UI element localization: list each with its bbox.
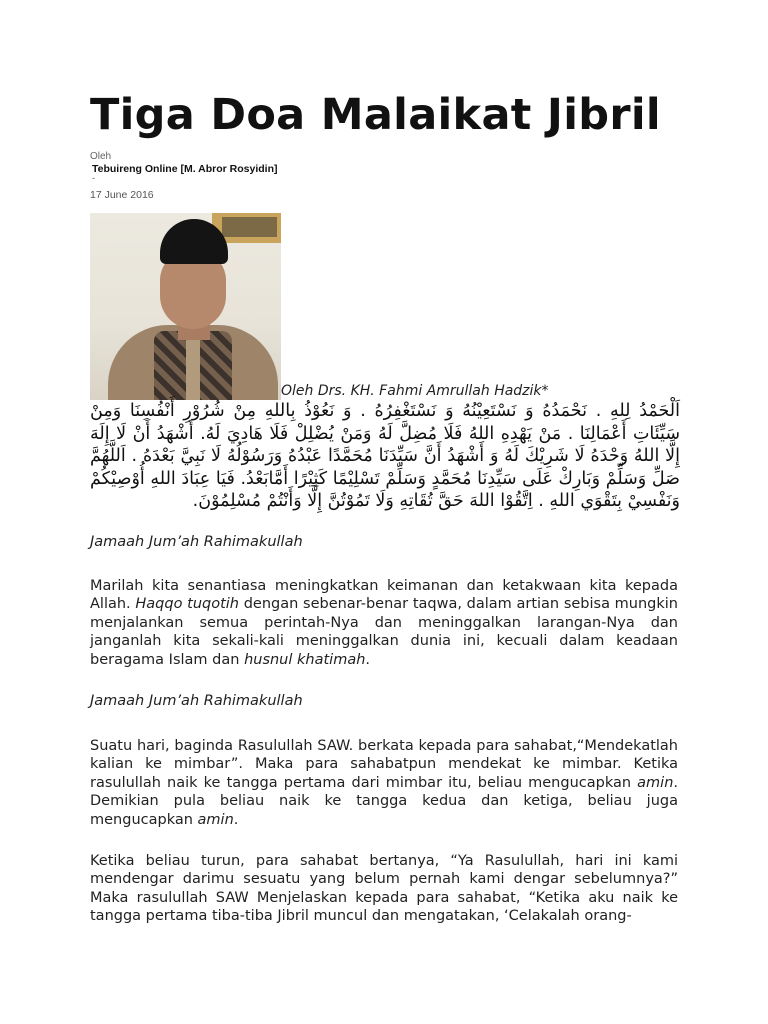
paragraph-2-end: . [233,811,239,828]
photo-shirt-placket [186,337,200,400]
byline-label: Oleh [90,151,112,162]
paragraph-3: Ketika beliau turun, para sahabat bertanya, “Ya Rasulullah, hari ini kami mendengar darimu sesuatu yang belum pernah kami dengar sebelumnya?” Maka rasulullah SAW Menjelaskan kepada para sahabat, “Ketika aku naik ke tangga pertama tiba-tiba Jibril muncul dan mengatakan, ‘Celakalah orang- [90,853,678,925]
paragraph-2-text-b: . Demikian pula beliau naik ke tangga kedua dan ketiga, beliau juga mengucapkan [90,774,678,828]
photo-background-frame-inner [222,217,277,237]
author-photo [90,213,281,400]
section-heading-1: Jamaah Jum’ah Rahimakullah [90,534,303,550]
paragraph-1-emphasis-1: Haqqo tuqotih [135,596,240,613]
author-link[interactable]: Tebuireng Online [M. Abror Rosyidin] [92,163,278,175]
paragraph-2-text-a: Suatu hari, baginda Rasulullah SAW. berkata kepada para sahabat,“Mendekatlah kalian ke mimbar”. Maka para sahabatpun mendekat ke mimbar. Ketika rasulullah naik ke tangga pertama dari mimbar itu, beliau mengucapkan [90,738,678,791]
paragraph-1-emphasis-2: husnul khatimah [244,651,366,668]
paragraph-2-emphasis-1: amin [637,774,674,791]
section-heading-2: Jamaah Jum’ah Rahimakullah [90,693,303,709]
paragraph-1-text-b: dengan sebenar-benar taqwa, dalam artian sebisa mungkin menjalankan semua perintah-Nya dan meninggalkan larangan-Nya dan janganlah kita sekali-kali meninggalkan dunia ini, kecuali dalam keadaan beragama Islam dan [90,596,678,668]
paragraph-1 [90,577,678,669]
paragraph-1-end: . [365,651,371,668]
paragraph-1-text-a: Marilah kita senantiasa meningkatkan keimanan dan ketakwaan kita kepada Allah. [90,578,678,613]
photo-caption: Oleh Drs. KH. Fahmi Amrullah Hadzik* [281,383,549,399]
article-title: Tiga Doa Malaikat Jibril [90,90,661,140]
author-separator: - [92,173,95,183]
publish-date: 17 June 2016 [90,189,154,201]
paragraph-2-emphasis-2: amin [197,811,234,828]
paragraph-2 [90,737,678,829]
arabic-opening-text: اَلْحَمْدُ لِلهِ . نَحْمَدُهُ وَ نَسْتَعِيْنُهُ وَ نَسْتَغْفِرُهُ . وَ نَعُوْذُ بِاللهِ مِنْ شُرُوْرِ أَنْفُسِنَا وَمِنْ سَيِّئَاتِ أَعْمَالِنَا . مَنْ يَهْدِهِ اللهُ فَلَا مُضِلَّ لَهُ وَمَنْ يُضْلِلْ فَلَا هَادِيَ لَهُ. أَشْهَدُ أَنْ لَا إِلَهَ إِلَّا اللهُ وَحْدَهُ لَا شَرِيْكَ لَهُ وَ أَشْهَدُ أَنَّ سَيِّدَنَا مُحَمَّدًا عَبْدُهُ وَرَسُوْلُهُ لَا نَبِيَّ بَعْدَهُ . اَللَّهُمَّ صَلِّ وَسَلِّمْ وَبَارِكْ عَلَى سَيِّدِنَا مُحَمَّدٍ وَسَلِّمْ تَسْلِيْمًا كَثِيْرًا أَمَّابَعْدُ. فَيَا عِبَادَ اللهِ أُوْصِيْكُمْ وَنَفْسِيْ بِتَقْوَي اللهِ . اِتَّقُوْا اللهَ حَقَّ تُقَاتِهِ وَلَا تَمُوْتُنَّ إِلَّا وَأَنْتُمْ مُسْلِمُوْنَ. [90,401,680,511]
